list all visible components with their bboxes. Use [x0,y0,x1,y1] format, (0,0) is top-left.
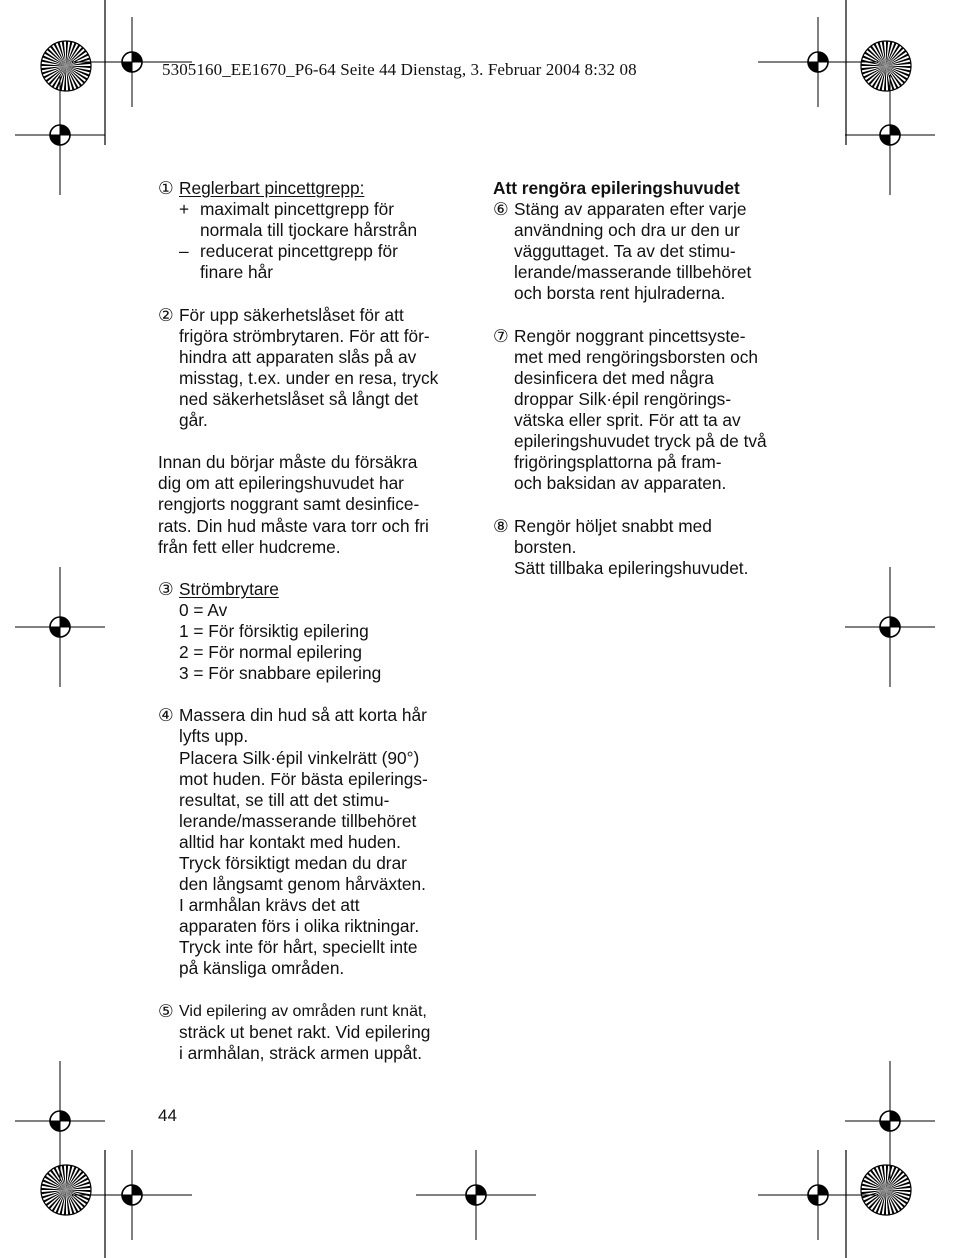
item-8-clean-housing: ⑧ Rengör höljet snabbt med borsten. Sätt tillbaka epileringshuvudet. [493,515,749,578]
item-4-massage-skin: ④ Massera din hud så att korta hår lyfts upp. Placera Silk·épil vinkelrätt (90°) mot huden. För bästa epilerings- resultat, se till att det stimu- lerande/masserande tillbehöret alltid har kontakt med huden. Tryck försiktigt medan du drar den långsamt genom hårväxten. I armhålan krävs det att apparaten förs i olika riktningar. Tryck inte för hårt, speciellt inte på känsliga områden. [158,705,428,979]
item-number: ⑧ [493,515,509,536]
item-title: Reglerbart pincettgrepp: [179,178,365,198]
item-6-switch-off-brush: ⑥ Stäng av apparaten efter varje användning och dra ur den ur vägguttaget. Ta av det stimu- lerande/masserande tillbehöret och borsta rent hjulraderna. [493,199,752,304]
item-7-clean-tweezers: ⑦ Rengör noggrant pincettsyste- met med rengöringsborsten och desinficera det med några droppar Silk·épil rengörings- vätska eller sprit. För att ta av epileringshuvudet tryck på de två frigöringsplattorna på fram- och baksidan av apparaten. [493,325,767,494]
option-plus: + maximalt pincettgrepp för normala till tjockare hårstrån [179,199,418,241]
starburst-register-mark [41,1165,91,1215]
starburst-register-mark [861,1165,911,1215]
registration-crosshair [845,1061,935,1181]
item-number: ⑥ [493,199,509,220]
starburst-register-mark [41,41,91,91]
registration-crosshair [845,75,935,195]
item-title: Strömbrytare [179,578,279,599]
registration-crosshair [758,17,878,107]
item-2-safety-lock: ② För upp säkerhetslåset för att frigöra strömbrytaren. För att för- hindra att apparaten slås på av misstag, t.ex. under en resa, tryck ned säkerhetslåset så långt det går. [158,304,439,431]
page-number: 44 [158,1106,177,1125]
item-number: ③ [158,578,174,599]
registration-crosshair [416,1150,536,1240]
registration-crosshair [15,75,105,195]
right-column [493,178,803,579]
registration-crosshair [758,1150,878,1240]
registration-crosshair [15,567,105,687]
option-minus: – reducerat pincettgrepp för finare hår [179,241,398,283]
starburst-register-mark [861,41,911,91]
item-5-knee-armpit: ⑤ Vid epilering av områden runt knät, sträck ut benet rakt. Vid epilering i armhålan, sträck armen uppåt. [158,1000,431,1063]
registration-crosshair [845,567,935,687]
section-heading: Att rengöra epileringshuvudet [493,178,740,198]
left-column [158,178,468,1064]
item-number: ⑤ [158,1000,174,1021]
item-3-power-switch: ③ Strömbrytare 0 = Av 1 = För försiktig epilering 2 = För normal epilering 3 = För snabbare epilering [158,578,382,684]
item-1-adjustable-tweezer-grip [158,178,468,283]
registration-crosshair [15,1061,105,1181]
item-number: ⑦ [493,325,509,346]
intro-paragraph: Innan du börjar måste du försäkra dig om att epileringshuvudet har rengjorts noggrant samt desinfice- rats. Din hud måste vara torr och fri från fett eller hudcreme. [158,452,429,557]
item-number: ① [158,178,174,198]
print-slug-header: 5305160_EE1670_P6-64 Seite 44 Dienstag, 3. Februar 2004 8:32 08 [162,60,637,79]
item-number: ② [158,304,174,325]
item-number: ④ [158,705,174,726]
